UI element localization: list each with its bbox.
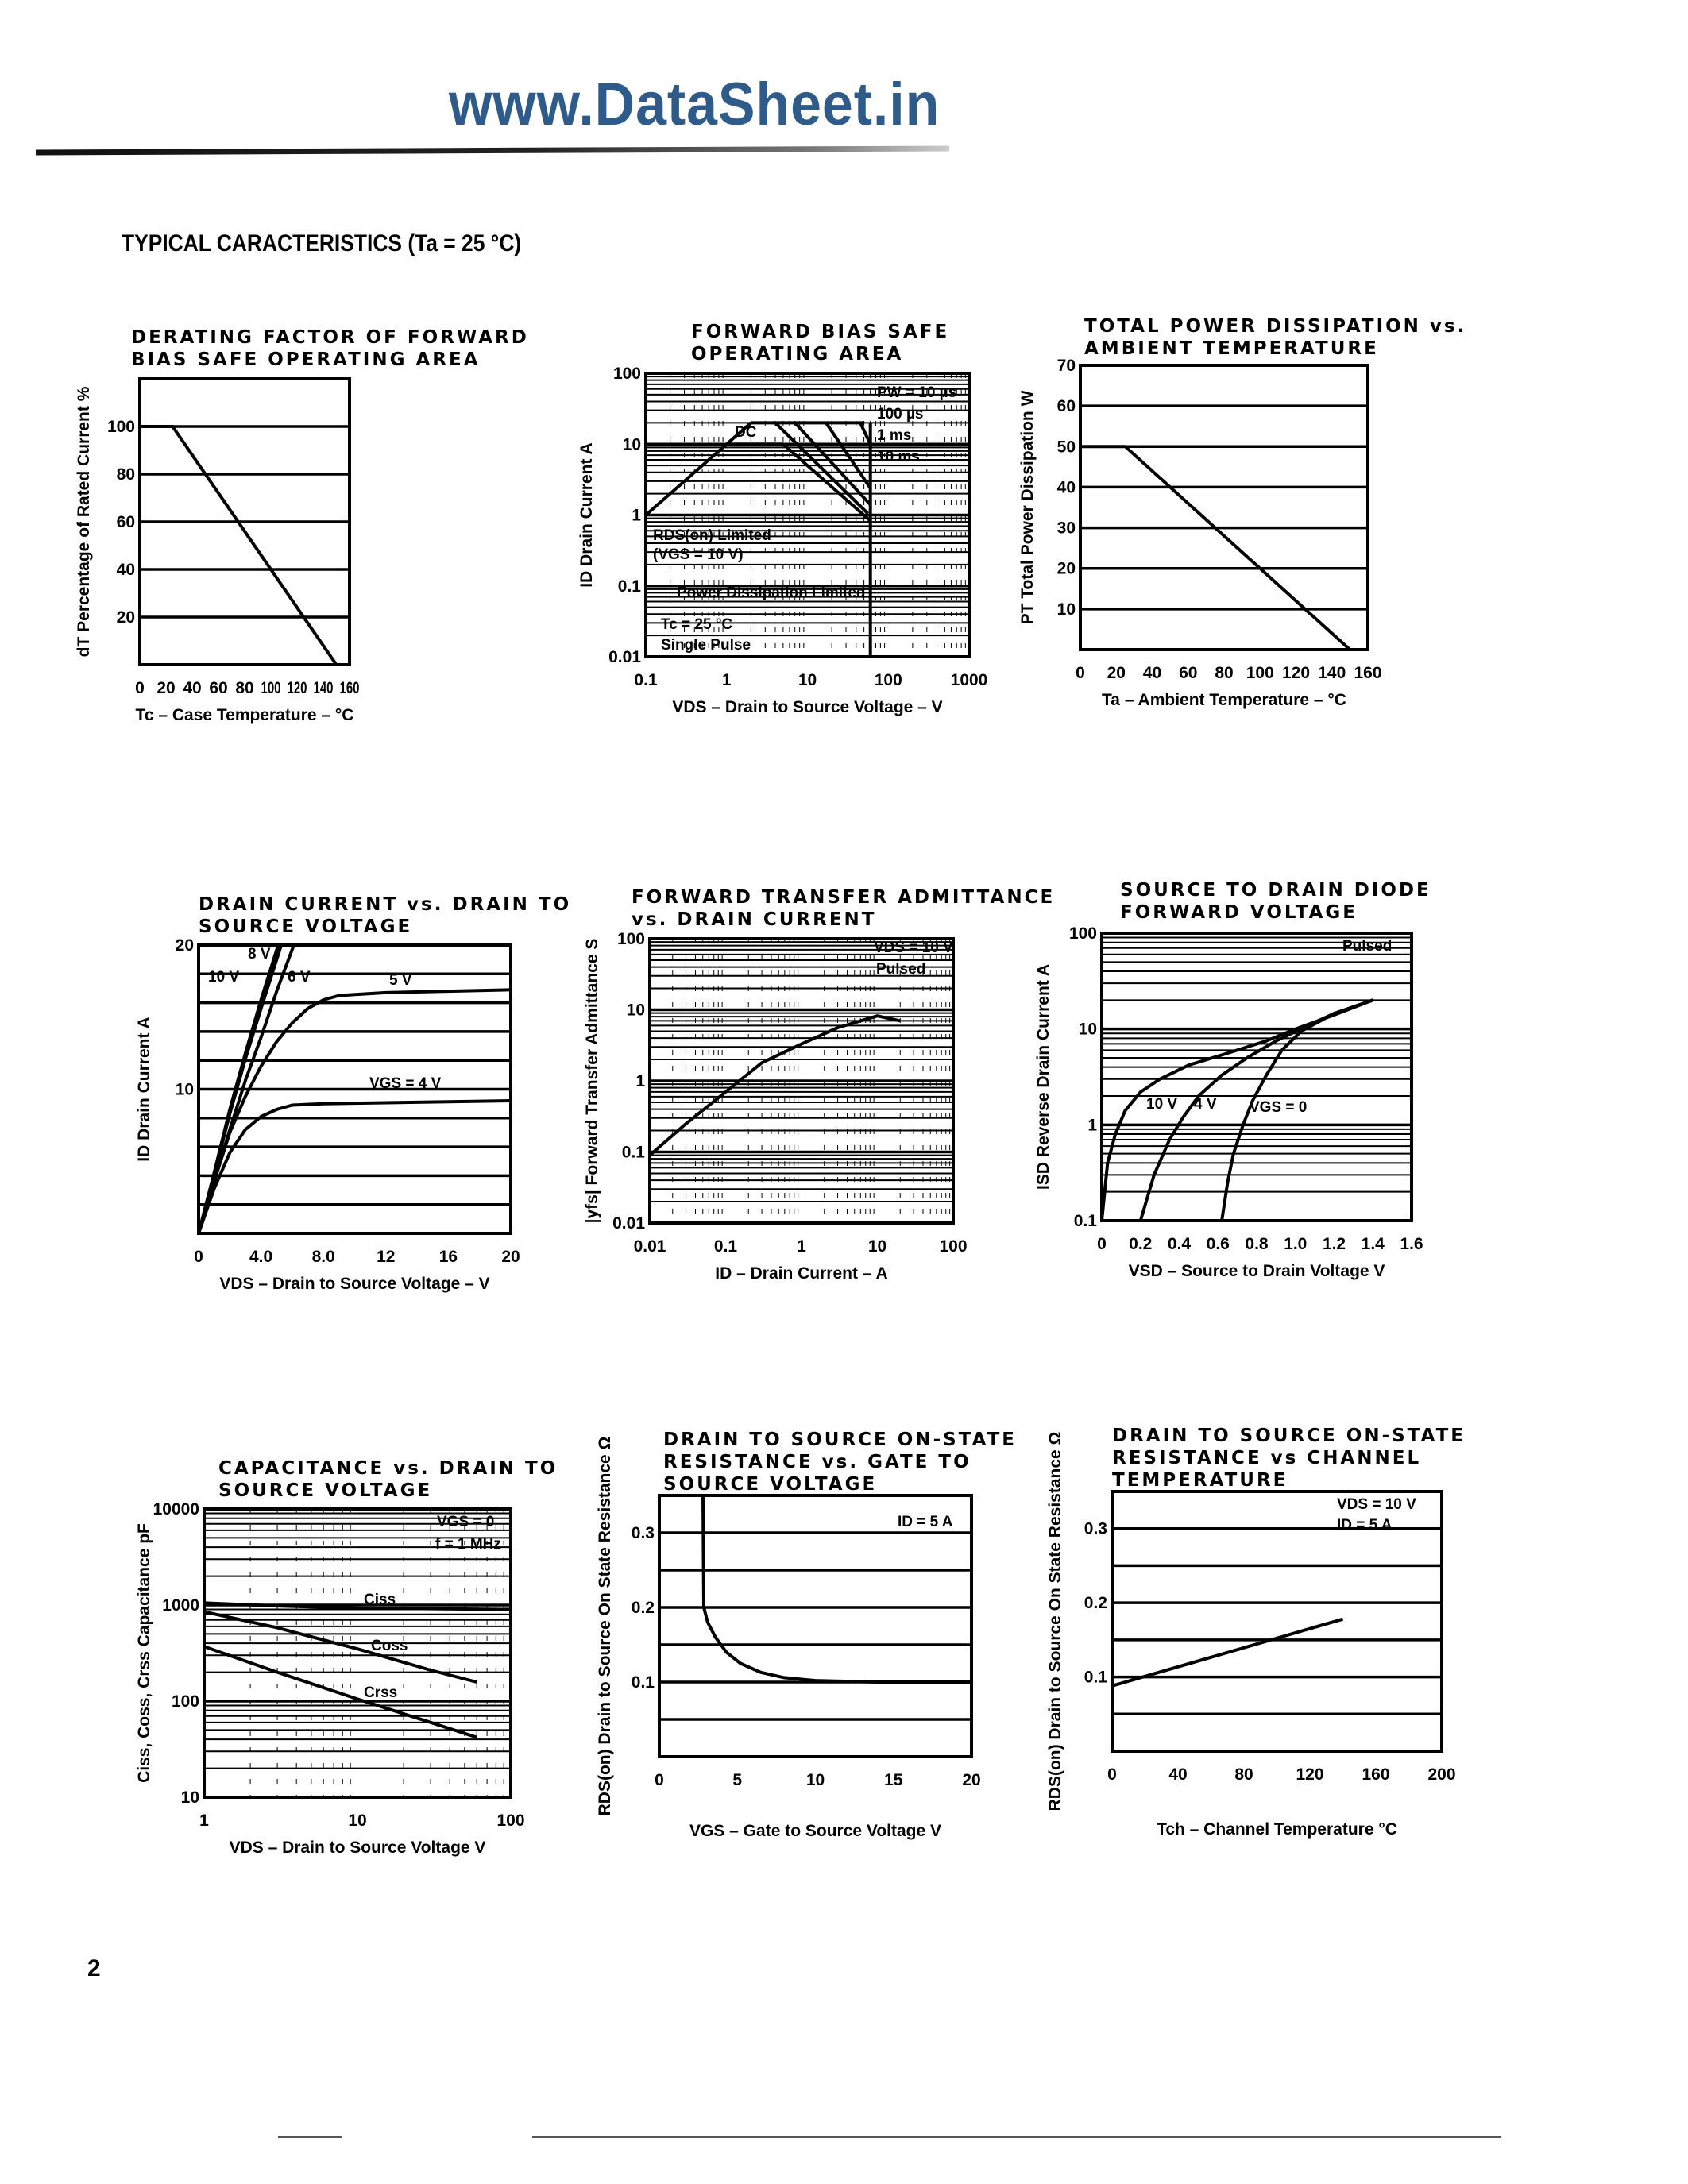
x-axis-label: Tc – Case Temperature – °C xyxy=(135,706,354,724)
x-tick-label: 20 xyxy=(962,1771,981,1789)
chart-annotation: Single Pulse xyxy=(661,637,751,654)
x-tick-label: 20 xyxy=(156,679,176,697)
series-line-10-ms xyxy=(775,423,868,513)
y-tick-label: 0.01 xyxy=(612,1214,645,1233)
chart-title: FORWARD TRANSFER ADMITTANCE xyxy=(632,887,1056,908)
x-tick-label: 100 xyxy=(874,671,902,689)
chart-9 xyxy=(1046,1426,1466,1839)
chart-annotation: 4 V xyxy=(1194,1096,1217,1113)
x-tick-label: 10 xyxy=(348,1812,367,1830)
x-tick-label: 120 xyxy=(1281,664,1311,682)
x-tick-label: 100 xyxy=(261,679,281,697)
chart-annotation: Ciss xyxy=(364,1592,396,1608)
x-tick-label: 80 xyxy=(235,679,254,697)
x-tick-label: 1.6 xyxy=(1400,1235,1423,1253)
y-tick-label: 10 xyxy=(622,435,641,454)
x-tick-label: 12 xyxy=(377,1248,396,1266)
chart-annotation: Tc = 25 °C xyxy=(661,616,733,633)
chart-2 xyxy=(577,322,987,716)
y-tick-label: 0.3 xyxy=(631,1524,655,1542)
x-tick-label: 10 xyxy=(867,1237,887,1256)
x-tick-label: 40 xyxy=(1168,1765,1188,1784)
x-tick-label: 1 xyxy=(797,1237,806,1256)
chart-7 xyxy=(135,1458,558,1857)
y-tick-label: 0.1 xyxy=(1083,1668,1107,1687)
y-tick-label: 0.01 xyxy=(608,648,641,666)
y-tick-label: 0.1 xyxy=(1073,1212,1097,1230)
x-tick-label: 0 xyxy=(1097,1235,1107,1253)
series-line--yfs- xyxy=(650,1016,900,1155)
chart-annotation: ID = 5 A xyxy=(898,1514,953,1530)
x-tick-label: 40 xyxy=(1142,664,1162,682)
chart-6 xyxy=(1034,880,1431,1280)
y-tick-label: 40 xyxy=(1056,478,1076,497)
y-tick-label: 1000 xyxy=(162,1596,199,1615)
chart-title: TEMPERATURE xyxy=(1112,1470,1288,1491)
chart-title: SOURCE VOLTAGE xyxy=(218,1480,433,1501)
y-tick-label: 100 xyxy=(612,365,641,383)
x-axis-label: Tch – Channel Temperature °C xyxy=(1157,1820,1397,1839)
chart-title: FORWARD VOLTAGE xyxy=(1120,902,1358,923)
chart-annotation: ID = 5 A xyxy=(1337,1517,1393,1534)
y-tick-label: 20 xyxy=(1056,559,1076,578)
x-axis-label: VGS – Gate to Source Voltage V xyxy=(689,1822,942,1840)
chart-title: OPERATING AREA xyxy=(691,344,904,365)
y-axis-label: PT Total Power Dissipation W xyxy=(1018,390,1037,625)
y-tick-label: 0.1 xyxy=(621,1143,645,1162)
y-tick-label: 0.2 xyxy=(1083,1594,1107,1613)
x-tick-label: 8.0 xyxy=(311,1248,335,1266)
x-tick-label: 1.4 xyxy=(1361,1235,1385,1253)
x-tick-label: 0 xyxy=(135,679,145,697)
x-tick-label: 80 xyxy=(1234,1765,1253,1784)
datasheet-logo: www.DataSheet.in xyxy=(449,71,941,138)
y-axis-label: |yfs| Forward Transfer Admittance S xyxy=(583,938,601,1224)
series-line-crss xyxy=(204,1646,477,1737)
chart-annotation: 8 V xyxy=(248,946,271,963)
chart-annotation: Crss xyxy=(364,1684,398,1701)
x-tick-label: 10 xyxy=(798,671,817,689)
x-tick-label: 160 xyxy=(1354,664,1382,682)
x-tick-label: 0.8 xyxy=(1245,1235,1269,1253)
x-tick-label: 1.0 xyxy=(1284,1235,1308,1253)
chart-annotation: VGS = 0 xyxy=(1250,1099,1308,1116)
x-tick-label: 200 xyxy=(1427,1765,1456,1784)
chart-title: DERATING FACTOR OF FORWARD xyxy=(131,327,529,348)
series-line-vgs-5-v xyxy=(199,990,511,1233)
x-tick-label: 20 xyxy=(501,1248,520,1266)
chart-annotation: VGS = 4 V xyxy=(369,1075,442,1092)
y-tick-label: 100 xyxy=(171,1692,199,1711)
x-tick-label: 160 xyxy=(1362,1765,1390,1784)
y-axis-label: ISD Reverse Drain Current A xyxy=(1034,964,1053,1190)
chart-annotation: VGS = 0 xyxy=(437,1514,495,1530)
y-tick-label: 20 xyxy=(175,936,194,955)
x-tick-label: 20 xyxy=(1107,664,1126,682)
x-tick-label: 10 xyxy=(805,1771,825,1789)
y-tick-label: 100 xyxy=(616,930,645,948)
series-line-vgs-4-v xyxy=(199,1101,511,1233)
x-axis-label: VSD – Source to Drain Voltage V xyxy=(1128,1262,1385,1280)
y-tick-label: 10 xyxy=(1056,600,1076,619)
y-tick-label: 100 xyxy=(106,418,135,436)
plot-frame xyxy=(1112,1491,1442,1751)
x-tick-label: 60 xyxy=(209,679,228,697)
x-tick-label: 100 xyxy=(496,1812,525,1830)
chart-title: RESISTANCE vs. GATE TO xyxy=(663,1452,971,1472)
y-tick-label: 1 xyxy=(635,1072,645,1090)
y-axis-label: dT Percentage of Rated Current % xyxy=(75,386,93,658)
x-tick-label: 0.01 xyxy=(633,1237,666,1256)
x-tick-label: 0 xyxy=(194,1248,203,1266)
plot-frame xyxy=(1102,933,1412,1221)
x-tick-label: 1.2 xyxy=(1322,1235,1346,1253)
x-tick-label: 0 xyxy=(1107,1765,1117,1784)
y-tick-label: 60 xyxy=(1056,397,1076,416)
chart-annotation: VDS = 10 V xyxy=(1337,1496,1416,1513)
x-axis-label: ID – Drain Current – A xyxy=(715,1264,888,1283)
section-heading: TYPICAL CARACTERISTICS (Ta = 25 °C) xyxy=(122,230,522,257)
chart-title: TOTAL POWER DISSIPATION vs. xyxy=(1084,316,1467,337)
chart-5 xyxy=(583,887,1055,1283)
chart-annotation: 10 V xyxy=(208,969,240,986)
y-tick-label: 20 xyxy=(116,608,135,627)
chart-title: SOURCE VOLTAGE xyxy=(199,916,413,937)
chart-annotation: RDS(on) Limited xyxy=(653,527,771,544)
chart-3 xyxy=(1018,316,1466,709)
chart-title: FORWARD BIAS SAFE xyxy=(691,322,950,342)
y-tick-label: 80 xyxy=(116,465,135,484)
y-tick-label: 0.1 xyxy=(617,577,641,596)
y-tick-label: 10 xyxy=(180,1788,199,1807)
series-line-derating xyxy=(140,426,337,665)
y-tick-label: 100 xyxy=(1068,924,1097,943)
chart-annotation: Pulsed xyxy=(876,961,926,978)
y-axis-label: RDS(on) Drain to Source On State Resistance Ω xyxy=(596,1436,614,1816)
chart-annotation: PW = 10 µs xyxy=(877,384,957,401)
x-tick-label: 40 xyxy=(183,679,202,697)
page-number: 2 xyxy=(87,1955,101,1981)
chart-4 xyxy=(135,894,571,1293)
y-tick-label: 10 xyxy=(626,1001,645,1020)
x-tick-label: 0.6 xyxy=(1206,1235,1230,1253)
chart-title: vs. DRAIN CURRENT xyxy=(632,909,877,930)
chart-title: RESISTANCE vs CHANNEL xyxy=(1112,1448,1422,1468)
x-tick-label: 0.2 xyxy=(1129,1235,1153,1253)
x-tick-label: 1 xyxy=(199,1812,209,1830)
chart-annotation: 1 ms xyxy=(877,427,912,444)
chart-title: AMBIENT TEMPERATURE xyxy=(1084,338,1379,359)
x-tick-label: 120 xyxy=(287,679,307,697)
chart-annotation: 5 V xyxy=(389,972,412,989)
x-tick-label: 0 xyxy=(655,1771,664,1789)
chart-annotation: 10 V xyxy=(1146,1096,1178,1113)
x-tick-label: 15 xyxy=(884,1771,903,1789)
x-tick-label: 140 xyxy=(1318,664,1346,682)
chart-annotation: VDS = 10 V xyxy=(874,940,953,956)
x-tick-label: 4.0 xyxy=(249,1248,273,1266)
chart-title: SOURCE TO DRAIN DIODE xyxy=(1120,880,1431,901)
x-axis-label: Ta – Ambient Temperature – °C xyxy=(1102,691,1346,709)
x-axis-label: VDS – Drain to Source Voltage V xyxy=(229,1839,486,1857)
x-tick-label: 1000 xyxy=(950,671,988,689)
y-tick-label: 0.3 xyxy=(1083,1519,1107,1538)
chart-annotation: Power Dissipation Limited xyxy=(677,585,866,601)
chart-title: DRAIN CURRENT vs. DRAIN TO xyxy=(199,894,572,915)
x-axis-label: VDS – Drain to Source Voltage – V xyxy=(672,698,943,716)
x-tick-label: 0.1 xyxy=(713,1237,738,1256)
chart-annotation: 6 V xyxy=(288,969,311,986)
y-axis-label: Ciss, Coss, Crss Capacitance pF xyxy=(135,1523,153,1783)
plot-frame xyxy=(1080,365,1368,650)
chart-annotation: 10 ms xyxy=(877,449,920,465)
x-axis-label: VDS – Drain to Source Voltage – V xyxy=(219,1275,490,1293)
y-tick-label: 10000 xyxy=(153,1500,199,1518)
x-tick-label: 0.4 xyxy=(1167,1235,1192,1253)
chart-title: DRAIN TO SOURCE ON-STATE xyxy=(1112,1426,1466,1446)
y-tick-label: 50 xyxy=(1056,438,1076,457)
chart-8 xyxy=(596,1430,1017,1840)
y-axis-label: ID Drain Current A xyxy=(135,1017,153,1162)
chart-annotation: DC xyxy=(735,424,757,441)
plot-frame xyxy=(659,1495,971,1757)
y-axis-label: ID Drain Current A xyxy=(577,442,596,588)
x-tick-label: 0 xyxy=(1076,664,1085,682)
chart-1 xyxy=(75,327,529,724)
x-tick-label: 140 xyxy=(313,679,334,697)
y-tick-label: 40 xyxy=(116,561,135,579)
x-tick-label: 5 xyxy=(732,1771,743,1789)
y-tick-label: 10 xyxy=(175,1080,194,1099)
chart-annotation: 100 µs xyxy=(877,406,924,423)
x-tick-label: 1 xyxy=(721,671,732,689)
x-tick-label: 60 xyxy=(1179,664,1198,682)
chart-title: CAPACITANCE vs. DRAIN TO xyxy=(218,1458,558,1479)
chart-annotation: f = 1 MHz xyxy=(435,1536,501,1553)
y-tick-label: 10 xyxy=(1078,1020,1097,1039)
y-tick-label: 60 xyxy=(116,513,135,531)
x-tick-label: 80 xyxy=(1215,664,1234,682)
chart-title: DRAIN TO SOURCE ON-STATE xyxy=(663,1430,1017,1450)
x-tick-label: 16 xyxy=(438,1248,458,1266)
x-tick-label: 120 xyxy=(1296,1765,1324,1784)
chart-title: SOURCE VOLTAGE xyxy=(663,1474,878,1495)
y-tick-label: 1 xyxy=(632,506,641,525)
x-tick-label: 160 xyxy=(339,679,360,697)
y-tick-label: 0.2 xyxy=(631,1599,655,1617)
y-tick-label: 30 xyxy=(1056,519,1076,538)
chart-annotation: Pulsed xyxy=(1342,938,1393,955)
y-tick-label: 70 xyxy=(1056,357,1076,375)
chart-title: BIAS SAFE OPERATING AREA xyxy=(131,349,481,370)
y-tick-label: 1 xyxy=(1087,1116,1097,1135)
chart-annotation: (VGS = 10 V) xyxy=(653,546,744,563)
y-tick-label: 0.1 xyxy=(631,1673,655,1692)
x-tick-label: 0.1 xyxy=(634,671,658,689)
x-tick-label: 100 xyxy=(1246,664,1274,682)
x-tick-label: 100 xyxy=(939,1237,968,1256)
chart-annotation: Coss xyxy=(371,1638,408,1654)
y-axis-label: RDS(on) Drain to Source On State Resistance Ω xyxy=(1046,1431,1064,1812)
series-line-pt xyxy=(1080,446,1350,650)
